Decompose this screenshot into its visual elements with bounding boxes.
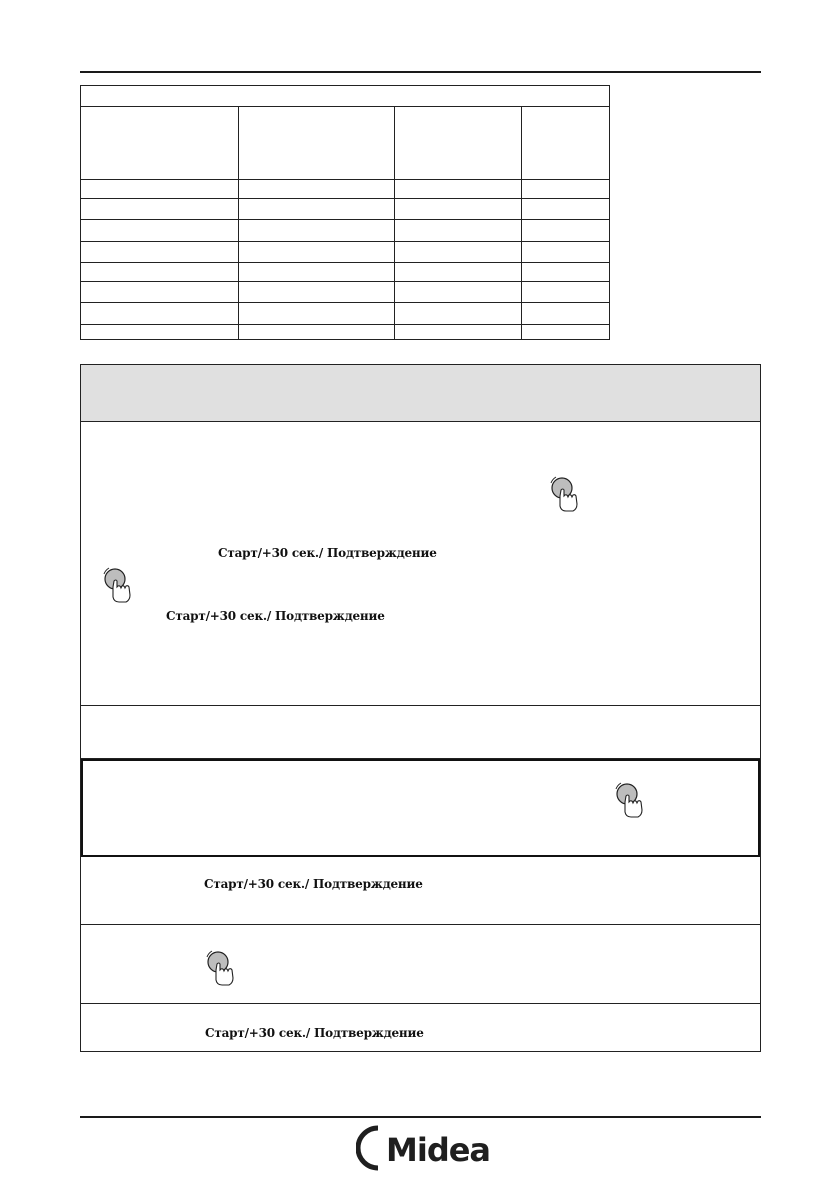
data-table — [80, 85, 610, 340]
instruction-table — [80, 364, 761, 1052]
table-row-divider — [81, 302, 609, 303]
rotary-knob-icon — [203, 948, 237, 988]
top-rule — [80, 71, 761, 73]
bottom-rule — [80, 1116, 761, 1118]
table-row-divider — [81, 198, 609, 199]
brand-name: Midea — [386, 1131, 491, 1169]
start-confirm-label: Старт/+30 сек./ Подтверждение — [218, 546, 437, 560]
table-row-divider — [81, 106, 609, 107]
table-row-divider — [81, 241, 609, 242]
table-row-divider — [81, 324, 609, 325]
start-confirm-label: Старт/+30 сек./ Подтверждение — [166, 609, 385, 623]
highlighted-row — [81, 759, 760, 857]
row-divider — [81, 1003, 760, 1004]
table-col-divider — [238, 106, 239, 339]
table-row-divider — [81, 262, 609, 263]
rotary-knob-icon — [547, 474, 581, 514]
start-confirm-label: Старт/+30 сек./ Подтверждение — [205, 1026, 424, 1040]
table-col-divider — [521, 106, 522, 339]
rotary-knob-icon — [612, 780, 646, 820]
row-divider — [81, 705, 760, 706]
table-row-divider — [81, 281, 609, 282]
rotary-knob-icon — [100, 565, 134, 605]
table-row-divider — [81, 219, 609, 220]
start-confirm-label: Старт/+30 сек./ Подтверждение — [204, 877, 423, 891]
table-row-divider — [81, 179, 609, 180]
row-divider — [81, 924, 760, 925]
table-col-divider — [394, 106, 395, 339]
instruction-header — [81, 365, 760, 422]
